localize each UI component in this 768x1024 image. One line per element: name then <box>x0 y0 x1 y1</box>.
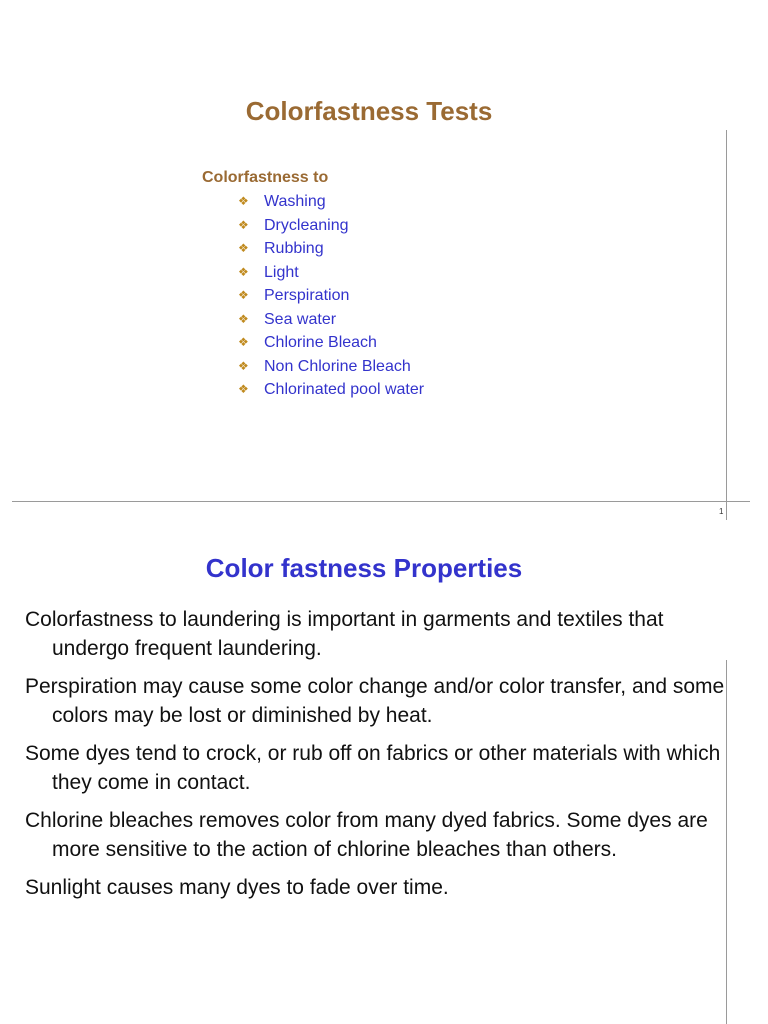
slide-border-vertical <box>726 660 727 1024</box>
list-item <box>238 355 424 379</box>
list-item-label: Chlorine Bleach <box>264 334 377 351</box>
diamond-bullet-icon: ❖ <box>238 288 249 302</box>
list-heading: Colorfastness to <box>202 169 329 186</box>
diamond-bullet-icon: ❖ <box>238 217 249 232</box>
list-item <box>238 214 424 238</box>
list-item-label: Sea water <box>264 310 337 328</box>
paragraph: Perspiration may cause some color change and/or color transfer, and some colors may be lost or diminished by heat. <box>25 675 725 727</box>
paragraph-list <box>25 606 725 913</box>
list-item <box>238 378 424 402</box>
list-item <box>238 261 424 285</box>
list-item <box>238 237 424 261</box>
page-number: 1 <box>719 507 724 516</box>
paragraph: Chlorine bleaches removes color from many dyed fabrics. Some dyes are more sensitive to the action of chlorine bleaches than others. <box>25 809 708 861</box>
list-item-label: Chlorinated pool water <box>264 381 425 398</box>
list-item <box>238 331 424 355</box>
diamond-bullet-icon: ❖ <box>238 241 249 255</box>
diamond-bullet-icon: ❖ <box>238 264 249 279</box>
diamond-bullet-icon: ❖ <box>238 194 249 208</box>
list-item-label: Perspiration <box>264 287 350 304</box>
list-item-label: Rubbing <box>264 240 324 257</box>
diamond-bullet-icon: ❖ <box>238 335 249 349</box>
list-item-label: Washing <box>264 193 326 210</box>
list-item <box>238 190 424 214</box>
list-item-label: Drycleaning <box>264 216 349 234</box>
list-item <box>238 284 424 308</box>
slide-border-vertical <box>726 130 727 520</box>
list-item <box>238 308 424 332</box>
slide-title: Color fastness Properties <box>205 553 523 583</box>
diamond-bullet-icon: ❖ <box>238 311 249 326</box>
paragraph: Colorfastness to laundering is important in garments and textiles that undergo frequent laundering. <box>25 608 664 660</box>
diamond-bullet-icon: ❖ <box>238 382 249 396</box>
diamond-bullet-icon: ❖ <box>238 358 249 373</box>
list-item-label: Non Chlorine Bleach <box>264 357 411 375</box>
list-item-label: Light <box>264 263 299 281</box>
test-list <box>238 190 424 402</box>
slide-color-fastness-properties <box>0 520 768 1024</box>
slide-title: Colorfastness Tests <box>245 96 493 126</box>
paragraph: Sunlight causes many dyes to fade over time. <box>25 876 449 899</box>
paragraph: Some dyes tend to crock, or rub off on fabrics or other materials with which they come in contact. <box>25 742 721 794</box>
slide-border-horizontal <box>12 501 750 502</box>
